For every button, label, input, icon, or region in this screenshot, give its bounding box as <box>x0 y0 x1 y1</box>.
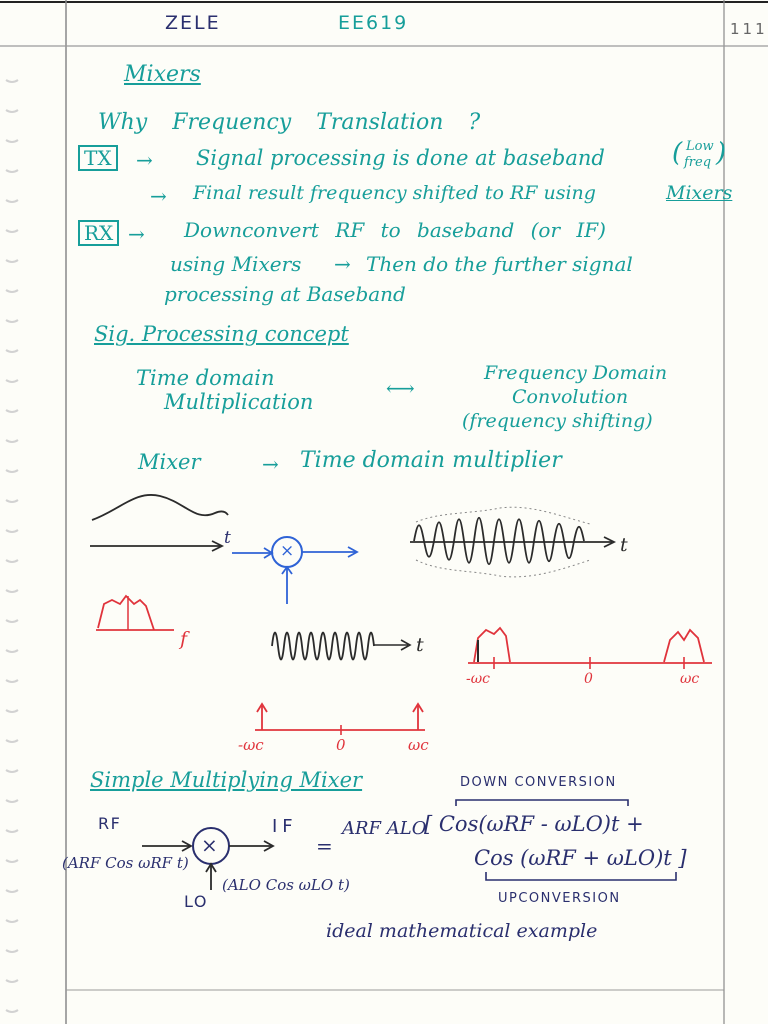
page-number: 111 <box>730 20 768 38</box>
multiply-icon: × <box>280 541 295 561</box>
question-text: Why Frequency Translation ? <box>98 110 481 135</box>
low-freq-line-1: Low <box>686 139 714 154</box>
ideal-example-note: ideal mathematical example <box>326 920 598 942</box>
time-domain-label: Time domain <box>136 366 275 390</box>
arrow-icon: → <box>150 184 167 208</box>
arrow-icon: → <box>262 452 279 476</box>
rx-line-1: Downconvert RF to baseband (or IF) <box>184 218 606 242</box>
sum-term: Cos (ωRF + ωLO)t ] <box>474 846 687 870</box>
tx-tag: TX <box>78 145 118 171</box>
axis-b-wc: ωc <box>408 736 429 754</box>
header-course: EE619 <box>338 12 409 34</box>
tx-line-1: Signal processing is done at baseband <box>196 146 605 170</box>
time-axis-label-3: t <box>416 634 424 656</box>
amplitude-product: ARF ALO <box>342 818 427 839</box>
mixer-label: Mixer <box>138 450 201 474</box>
page-title: Mixers <box>124 62 201 87</box>
rx-line-2: using Mixers <box>170 252 302 276</box>
time-axis-label-2: t <box>620 534 628 556</box>
freq-shifting-label: (frequency shifting) <box>462 410 653 432</box>
difference-term: [ Cos(ωRF - ωLO)t + <box>424 812 644 836</box>
axis-a-wc: ωc <box>680 671 700 687</box>
simple-mixer-heading: Simple Multiplying Mixer <box>90 768 363 792</box>
open-paren-icon: ( <box>672 138 683 168</box>
upconversion-label: UPCONVERSION <box>498 891 621 906</box>
freq-axis-label: f <box>180 628 188 650</box>
if-label: IF <box>272 816 298 837</box>
arrow-icon: → <box>334 252 351 276</box>
down-conversion-label: DOWN CONVERSION <box>460 775 617 790</box>
arrow-icon: → <box>136 148 153 172</box>
low-freq-line-2: freq <box>684 155 712 170</box>
tx-line-2: Final result frequency shifted to RF using <box>193 182 596 204</box>
multiplication-label: Multiplication <box>164 390 314 414</box>
axis-a-neg-wc: -ωc <box>466 671 490 687</box>
rx-line-3: processing at Baseband <box>164 282 406 306</box>
rx-tag: RX <box>78 220 119 246</box>
header-name: ZELE <box>165 12 221 34</box>
tx-mixers-word: Mixers <box>666 182 733 204</box>
axis-b-neg-wc: -ωc <box>238 736 264 754</box>
lo-expression: (ALO Cos ωLO t) <box>222 876 350 894</box>
rf-expression: (ARF Cos ωRF t) <box>62 854 189 872</box>
arrow-icon: → <box>128 222 145 246</box>
axis-b-zero: 0 <box>336 736 346 754</box>
rf-label: RF <box>98 814 122 833</box>
time-axis-label-1: t <box>224 528 231 548</box>
multiply-icon: × <box>201 833 218 857</box>
double-arrow-icon: ⟷ <box>386 376 415 400</box>
equals-sign: = <box>316 834 333 858</box>
mixer-description: Time domain multiplier <box>300 448 562 473</box>
rx-line-2-cont: Then do the further signal <box>366 252 633 276</box>
close-paren-icon: ) <box>716 138 727 168</box>
concept-heading: Sig. Processing concept <box>94 322 349 346</box>
axis-a-zero: 0 <box>584 671 593 687</box>
convolution-label: Convolution <box>512 386 629 408</box>
lo-label: LO <box>184 892 208 911</box>
freq-domain-label: Frequency Domain <box>484 362 668 384</box>
